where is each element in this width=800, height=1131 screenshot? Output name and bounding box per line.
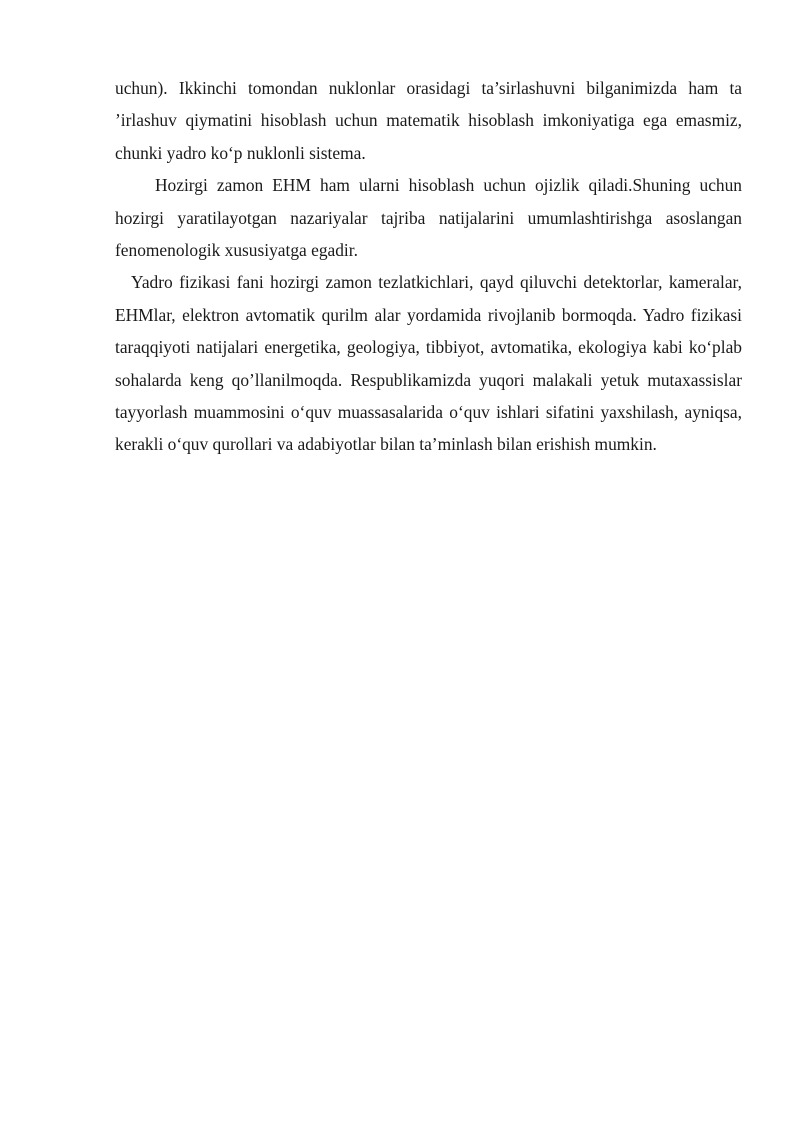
paragraph-nuclear-physics-development: Yadro fizikasi fani hozirgi zamon tezlatkichlari, qayd qiluvchi detektorlar, kameralar, EHMlar, elektron avtomatik qurilm alar yordamida rivojlanib bormoqda. Yadro fizikasi taraqqiyoti natijalari energetika, geologiya, tibbiyot, avtomatika, ekologiya kabi ko‘plab sohalarda keng qo’llanilmoqda. Respublikamizda yuqori malakali yetuk mutaxassislar tayyorlash muammosini o‘quv muassasalarida o‘quv ishlari sifatini yaxshilash, ayniqsa, kerakli o‘quv qurollari va adabiyotlar bilan ta’minlash bilan erishish mumkin. <box>115 272 742 455</box>
paragraph-ehm-computation: Hozirgi zamon EHM ham ularni hisoblash uchun ojizlik qiladi.Shuning uchun hozirgi yaratilayotgan nazariyalar tajriba natijalarini umumlashtirishga asoslangan fenomenologik xususiyatga egadir. <box>115 175 742 261</box>
document-body <box>115 72 742 461</box>
paragraph-continuation: uchun). Ikkinchi tomondan nuklonlar orasidagi ta’sirlashuvni bilganimizda ham ta ’irlashuv qiymatini hisoblash uchun matematik hisoblash imkoniyatiga ega emasmiz, chunki yadro ko‘p nuklonli sistema. <box>115 78 742 163</box>
